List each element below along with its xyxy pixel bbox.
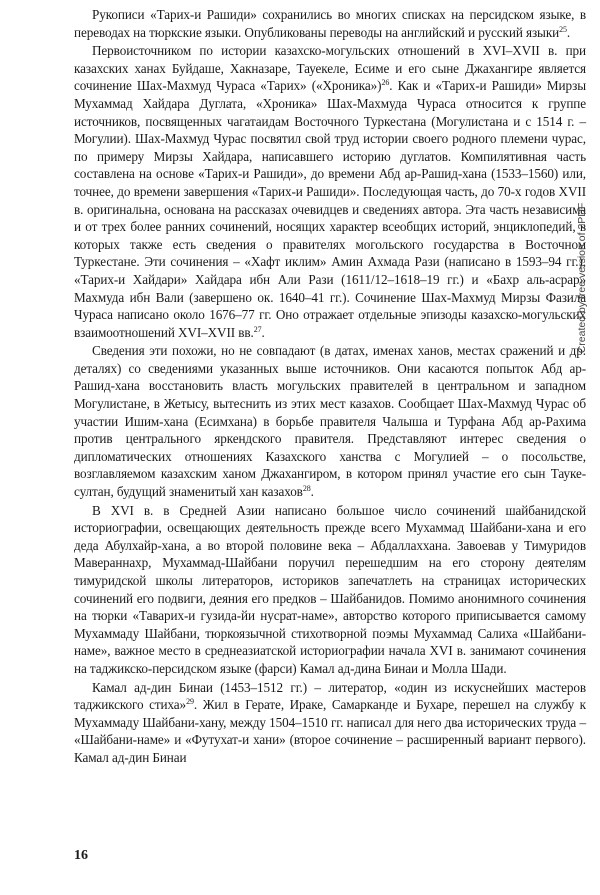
footnote-ref: 27 [253, 324, 262, 334]
footnote-ref: 28 [302, 484, 311, 494]
paragraph-1: Рукописи «Тарих-и Рашиди» сохранились во многих списках на персидском языке, в переводах на тюркские языки. Опубликованы переводы на английский и русский языки$^{25}$. [74, 7, 586, 40]
page-number: 16 [74, 848, 88, 863]
watermark: Created by free version of 2PDF [576, 202, 588, 354]
footnote-ref: 26 [381, 78, 390, 88]
paragraph-2: Первоисточником по истории казахско-могульских отношений в XVI–XVII в. при казахских ханах Буйдаше, Хакназаре, Тауекеле, Есиме и его сыне Джахангире является сочинение Шах-Махмуд Чураса «Тарих» («Хроника»)$^{26}$. Как и «Тарих-и Рашиди» Мирзы Мухаммад Хайдара Дуглата, «Хроника» Шах-Махмуда Чураса относится к группе источников, посвященных чагатаидам Восточного Туркестана (Могулистана и с 1514 г. – Могулии). Шах-Махмуд Чурас посвятил свой труд истории своего родного племени чурас, по примеру Мирзы Хайдара, написавшего историю дуглатов. Компилятивная часть составлена на основе «Тарих-и Рашиди», до времени Абд ар-Рашид-хана (1533–1560) или, точнее, до времени завершения «Тарих-и Рашиди». Последующая часть, до 70-х годов XVII в. оригинальна, основана на рассказах очевидцев и сведениях автора. Эта часть независима и от трех более ранних сочинений, носящих характер всеобщих историй, энциклопедий, в которых также есть сведения о правителях могольского государства в Восточном Туркестане. Эти сочинения – «Хафт иклим» Амин Ахмада Рази (написано в 1593–94 гг.), «Тарих-и Хайдари» Хайдара ибн Али Рази (1611/12–1618–19 гг.) и «Бахр аль-асрар» Махмуда ибн Вали (завершено ок. 1640–41 гг.). Сочинение Шах-Махмуд Мирзы Фазила Чураса написано около 1676–77 гг. Оно отражает отдельные эпизоды казахско-могульских взаимоотношений XVI–XVII вв.$^{27}$. [74, 43, 586, 340]
paragraph-3: Сведения эти похожи, но не совпадают (в датах, именах ханов, местах сражений и др. деталях) со сведениями указанных выше источников. Они касаются попыток Абд ар-Рашид-хана восстановить власть могульских правителей в центральном и западном Могулистане, в Жетысу, вытеснить из этих мест казахов. Сообщает Шах-Махмуд Чурас об участии Ишим-хана (Есимхана) в борьбе правителя Чалыша и Турфана Абд ар-Рахима против центрального яркендского правителя. Представляют интерес сведения о дипломатических отношениях Казахского ханства с Могулией – о посольстве, возглавляемом казахским ханом Джахангиром, в котором принял участие его сын Тауке-султан, будущий знаменитый хан казахов$^{28}$. [74, 343, 586, 500]
text-column [74, 6, 586, 767]
footnote-ref: 25 [559, 24, 567, 34]
footnote-ref: 29 [186, 697, 194, 707]
paragraph-4: В XVI в. в Средней Азии написано большое число сочинений шайбанидской историографии, освещающих деятельность прежде всего Мухаммад Шайбани-хана и его деда Абулхайр-хана, а во второй половине века – Абдаллаххана. Завоевав у Тимуридов Мавераннахр, Мухаммад-Шайбани поручил перешедшим на его сторону деятелям тимуридской школы литераторов, историков запечатлеть на страницах исторических сочинений его подвиги, деяния его предков – Шайбанидов. Помимо анонимного сочинения на тюрки «Таварих-и гузида-йи нусрат-наме», авторство которого приписывается самому Мухаммаду Шайбани, тюркоязычной стихотворной поэмы Мухаммад Салиха «Шайбани-наме», важное место в среднеазиатской историографии начала XVI в. занимают сочинения на таджикско-персидском языке (фарси) Камал ад-дина Бинаи и Молла Шади. [74, 502, 586, 676]
paragraph-5: Камал ад-дин Бинаи (1453–1512 гг.) – литератор, «один из искуснейших мастеров таджикского стиха»$^{29}$. Жил в Герате, Ираке, Самарканде и Бухаре, перешел на службу к Мухаммаду Шайбани-хану, между 1504–1510 гг. написал для него два исторических труда – «Шайбани-наме» и «Футухат-и хани» (второе сочинение – расширенный вариант первого). Камал ад-дин Бинаи [74, 679, 586, 765]
